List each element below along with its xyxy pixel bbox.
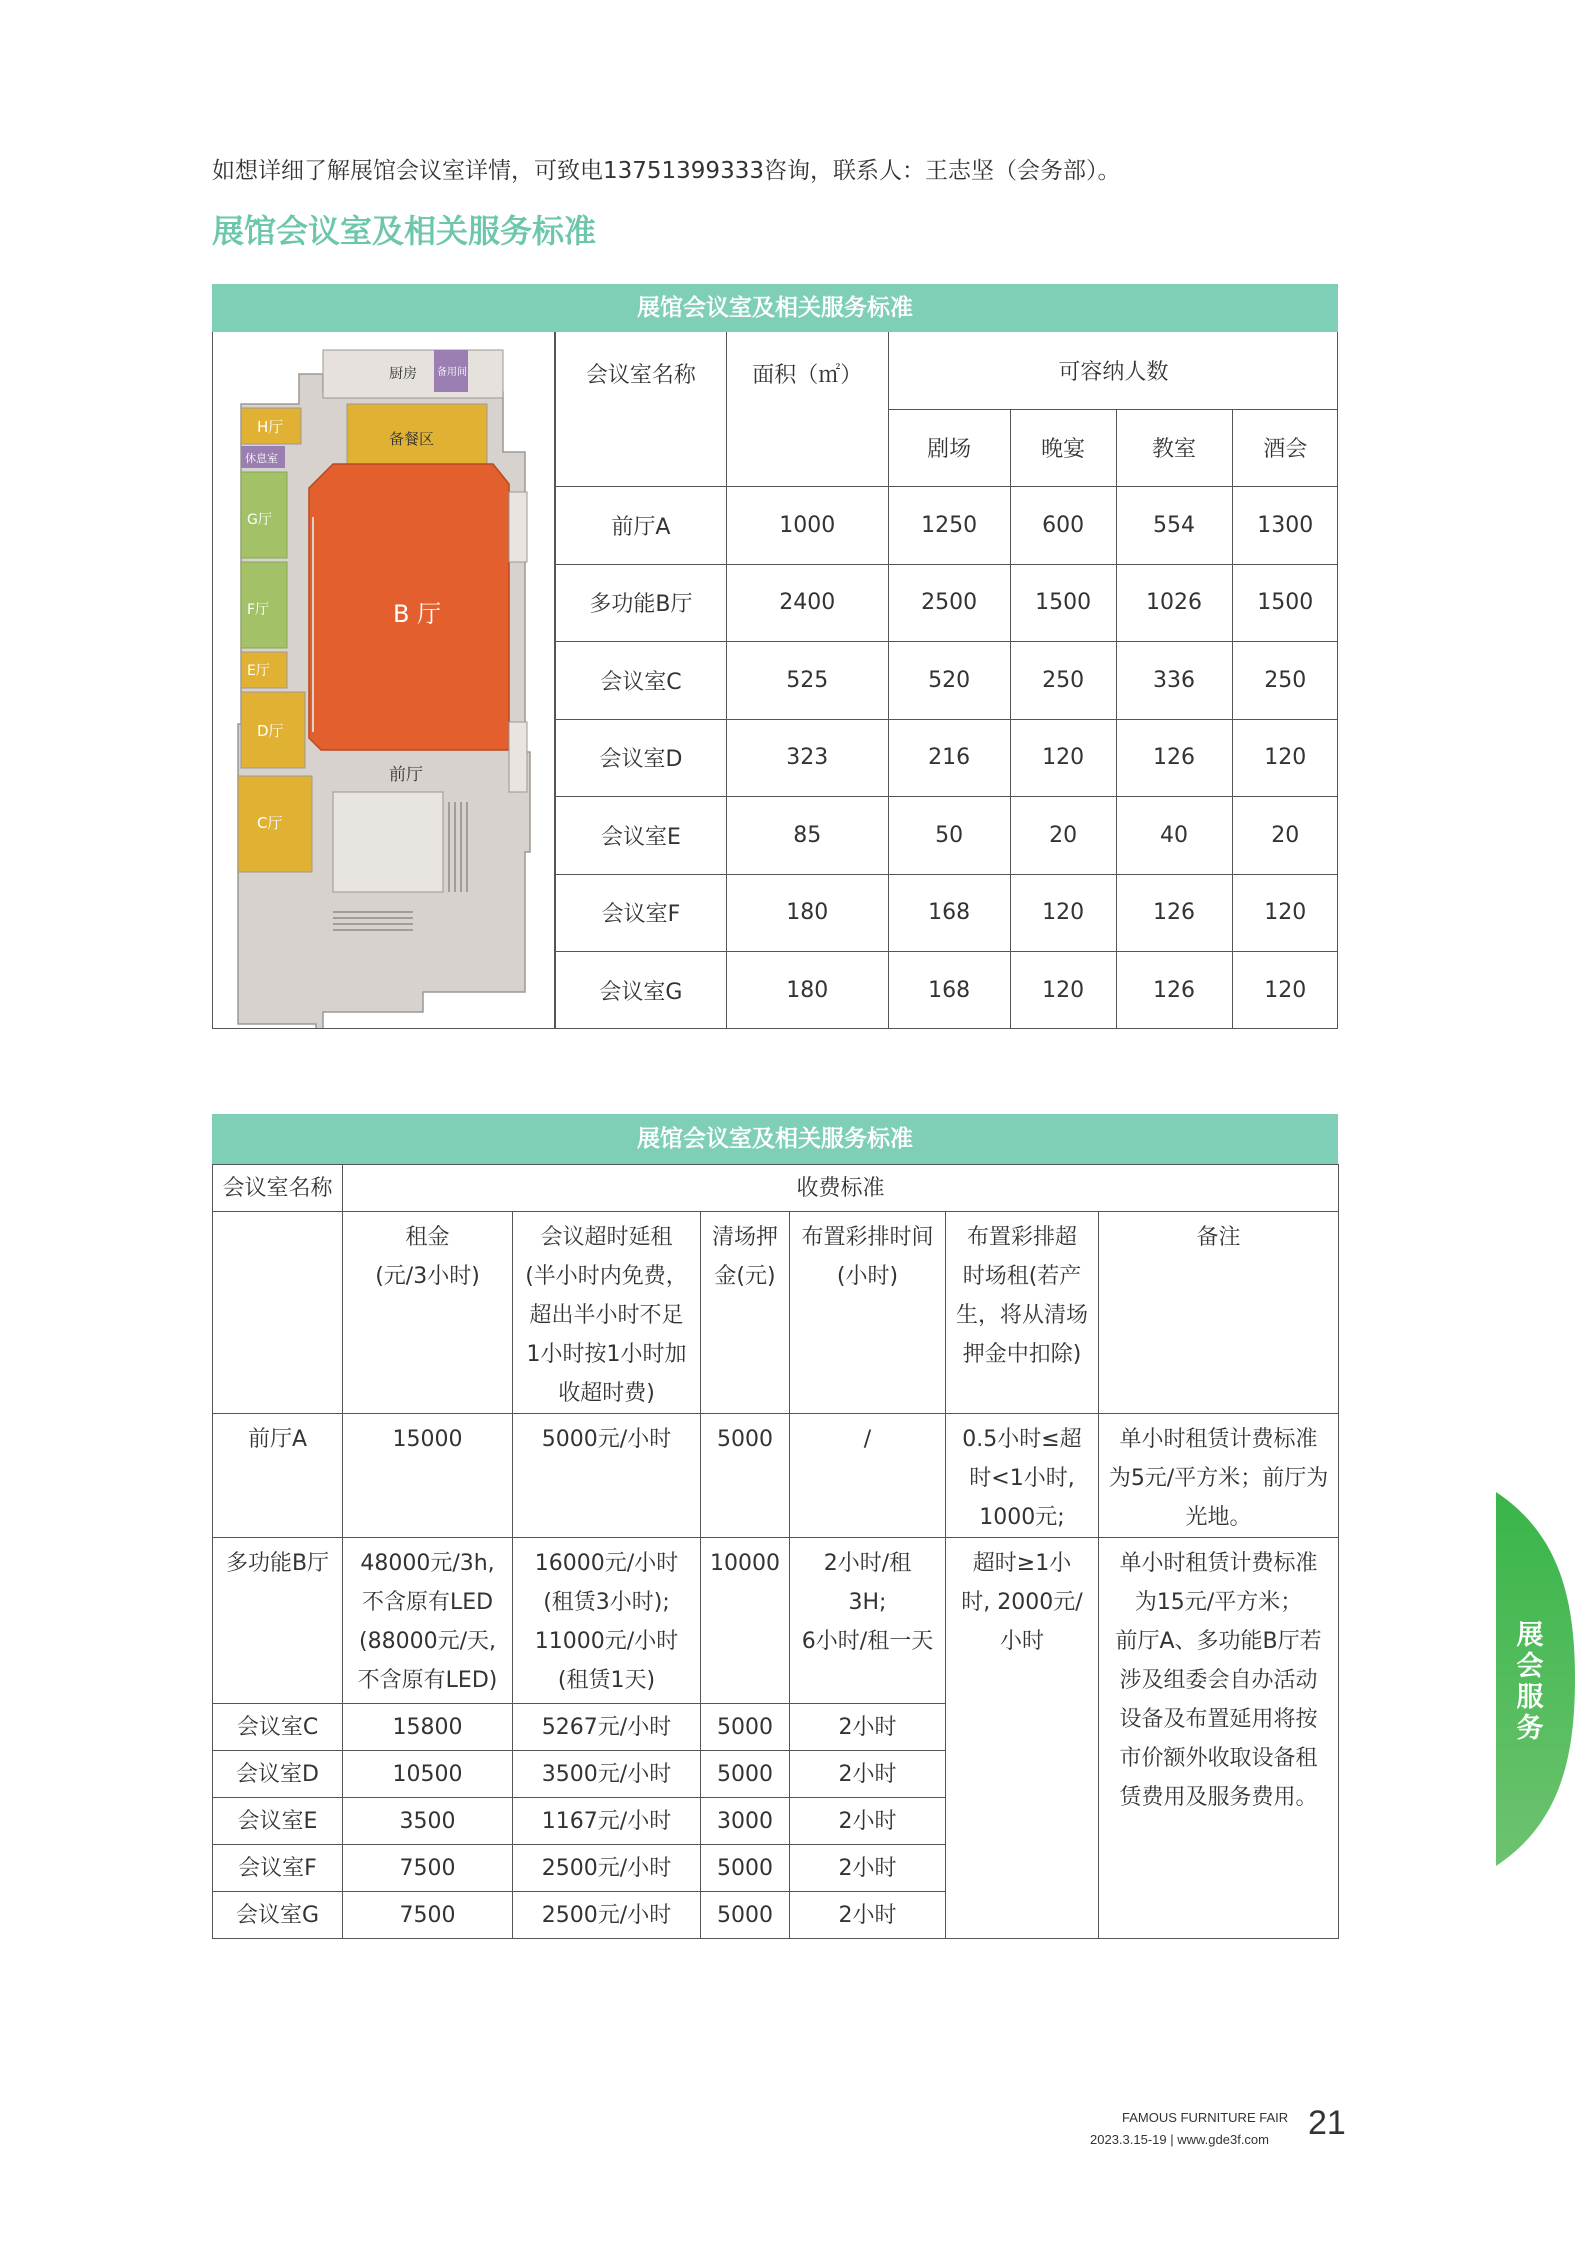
fp-g-hall-label: G厅	[247, 512, 272, 528]
cell-room: 多功能B厅	[556, 564, 727, 642]
cell-banquet: 120	[1010, 874, 1116, 952]
cell-area: 2400	[726, 564, 888, 642]
cell-room: 会议室E	[213, 1798, 343, 1845]
intro-text: 如想详细了解展馆会议室详情，可致电13751399333咨询，联系人：王志坚（会务部）。	[212, 158, 1121, 184]
cell-line: 不含原有LED	[361, 1590, 494, 1615]
table-row	[556, 487, 1339, 565]
th-overtime-line: (半小时内免费，	[525, 1264, 688, 1289]
cell-banquet: 250	[1010, 642, 1116, 720]
cell-banquet: 1500	[1010, 564, 1116, 642]
th-setup	[790, 1212, 946, 1414]
cell-rent: 10500	[343, 1751, 513, 1798]
cell-deposit: 3000	[701, 1798, 790, 1845]
cell-banquet: 600	[1010, 487, 1116, 565]
cell-banquet: 120	[1010, 952, 1116, 1030]
cell-theater: 168	[888, 952, 1010, 1030]
cell-setup	[790, 1538, 946, 1704]
th-rent-line: 租金	[405, 1225, 450, 1250]
cell-line: 涉及组委会自办活动	[1119, 1668, 1318, 1693]
side-tab-char: 务	[1516, 1713, 1544, 1744]
cell-classroom: 336	[1116, 642, 1232, 720]
cell-room: 会议室F	[213, 1845, 343, 1892]
table-row	[556, 564, 1339, 642]
th-setup-line: (小时)	[836, 1264, 899, 1289]
fp-b-hall-label: B 厅	[393, 600, 442, 628]
footer-info: 2023.3.15-19 | www.gde3f.com	[1090, 2132, 1269, 2147]
fp-d-hall-label: D厅	[257, 722, 284, 740]
cell-room: 会议室G	[556, 952, 727, 1030]
th-overtime-line: 超出半小时不足	[529, 1303, 684, 1328]
cell-line: (88000元/天,	[359, 1629, 496, 1654]
cell-classroom: 126	[1116, 952, 1232, 1030]
cell-deposit: 5000	[701, 1414, 790, 1538]
cell-line: 时<1小时,	[969, 1466, 1075, 1491]
side-tab-char: 服	[1516, 1682, 1544, 1713]
th-room-name: 会议室名称	[556, 332, 727, 487]
cell-room: 会议室D	[556, 719, 727, 797]
cell-overtime: 5267元/小时	[513, 1704, 701, 1751]
cell-room: 前厅A	[556, 487, 727, 565]
cell-line: 11000元/小时	[534, 1629, 679, 1654]
th-fee-standard: 收费标准	[343, 1165, 1339, 1212]
cell-room: 会议室F	[556, 874, 727, 952]
pricing-table	[212, 1114, 1338, 1939]
th-remark: 备注	[1099, 1212, 1339, 1414]
th-setup-over	[946, 1212, 1099, 1414]
cell-area: 525	[726, 642, 888, 720]
cell-setup: 2小时	[790, 1845, 946, 1892]
section-title: 展馆会议室及相关服务标准	[212, 212, 597, 250]
fp-storage-label: 备用间	[437, 367, 467, 378]
th-rent	[343, 1212, 513, 1414]
cell-line: 单小时租赁计费标准	[1119, 1551, 1318, 1576]
cell-line: 光地。	[1185, 1505, 1252, 1530]
cell-theater: 520	[888, 642, 1010, 720]
th-deposit-line: 清场押	[711, 1225, 778, 1250]
cell-line: 48000元/3h,	[360, 1551, 495, 1576]
fp-prep-label: 备餐区	[389, 430, 435, 448]
cell-room: 多功能B厅	[213, 1538, 343, 1704]
cell-overtime: 2500元/小时	[513, 1845, 701, 1892]
capacity-table	[212, 284, 1338, 1029]
cell-line: 0.5小时≤超	[962, 1427, 1082, 1452]
th-classroom: 教室	[1116, 409, 1232, 487]
cell-setup: 2小时	[790, 1704, 946, 1751]
cell-deposit: 10000	[701, 1538, 790, 1704]
cell-deposit: 5000	[701, 1892, 790, 1939]
cell-cocktail: 1500	[1232, 564, 1338, 642]
side-tab-text	[1510, 1620, 1550, 1744]
cell-deposit: 5000	[701, 1845, 790, 1892]
cell-line: 单小时租赁计费标准	[1119, 1427, 1318, 1452]
th-setup-over-line: 生，将从清场	[955, 1303, 1088, 1328]
table-row	[556, 642, 1339, 720]
cell-overtime	[513, 1538, 701, 1704]
cell-setup: 2小时	[790, 1892, 946, 1939]
th-empty	[213, 1212, 343, 1414]
cell-line: (租赁3小时);	[543, 1590, 670, 1615]
fp-kitchen-label: 厨房	[389, 366, 417, 382]
cell-room: 会议室G	[213, 1892, 343, 1939]
pricing-grid	[212, 1164, 1339, 1939]
cell-deposit: 5000	[701, 1751, 790, 1798]
cell-line: 时, 2000元/	[961, 1590, 1083, 1615]
cell-line: 16000元/小时	[534, 1551, 679, 1576]
th-area: 面积（㎡）	[726, 332, 888, 487]
cell-line: 前厅A、多功能B厅若	[1115, 1629, 1322, 1654]
side-tab-char: 会	[1516, 1651, 1544, 1682]
th-overtime-line: 收超时费)	[558, 1381, 655, 1406]
capacity-grid	[555, 332, 1338, 1029]
cell-room: 会议室C	[213, 1704, 343, 1751]
th-setup-over-line: 押金中扣除)	[962, 1342, 1082, 1367]
cell-remark-2	[1099, 1538, 1339, 1939]
cell-line: (租赁1天)	[557, 1668, 656, 1693]
cell-rent	[343, 1538, 513, 1704]
cell-classroom: 554	[1116, 487, 1232, 565]
capacity-table-title: 展馆会议室及相关服务标准	[212, 284, 1338, 332]
cell-area: 180	[726, 874, 888, 952]
th-capacity: 可容纳人数	[888, 332, 1338, 409]
cell-cocktail: 120	[1232, 952, 1338, 1030]
th-overtime	[513, 1212, 701, 1414]
cell-overtime: 1167元/小时	[513, 1798, 701, 1845]
cell-setup: 2小时	[790, 1751, 946, 1798]
th-setup-line: 布置彩排时间	[801, 1225, 934, 1250]
cell-classroom: 126	[1116, 719, 1232, 797]
cell-room: 会议室E	[556, 797, 727, 875]
cell-classroom: 40	[1116, 797, 1232, 875]
cell-theater: 216	[888, 719, 1010, 797]
cell-overtime: 2500元/小时	[513, 1892, 701, 1939]
cell-line: 超时≥1小	[972, 1551, 1072, 1576]
table-row	[213, 1538, 1339, 1704]
th-banquet: 晚宴	[1010, 409, 1116, 487]
cell-line: 3H;	[848, 1590, 887, 1615]
cell-theater: 168	[888, 874, 1010, 952]
th-deposit-line: 金(元)	[714, 1264, 776, 1289]
cell-line: 设备及布置延用将按	[1119, 1707, 1318, 1732]
cell-classroom: 126	[1116, 874, 1232, 952]
cell-setup-over-2	[946, 1538, 1099, 1939]
cell-theater: 50	[888, 797, 1010, 875]
cell-banquet: 120	[1010, 719, 1116, 797]
cell-cocktail: 120	[1232, 719, 1338, 797]
cell-cocktail: 1300	[1232, 487, 1338, 565]
cell-theater: 2500	[888, 564, 1010, 642]
cell-banquet: 20	[1010, 797, 1116, 875]
floor-plan-drawing	[213, 332, 555, 1028]
cell-overtime: 5000元/小时	[513, 1414, 701, 1538]
cell-rent: 15800	[343, 1704, 513, 1751]
cell-rent: 7500	[343, 1892, 513, 1939]
cell-cocktail: 20	[1232, 797, 1338, 875]
table-row	[556, 952, 1339, 1030]
th-overtime-line: 1小时按1小时加	[526, 1342, 687, 1367]
fp-h-hall-label: H厅	[257, 418, 284, 436]
cell-setup: /	[790, 1414, 946, 1538]
th-cocktail: 酒会	[1232, 409, 1338, 487]
cell-room: 前厅A	[213, 1414, 343, 1538]
fp-c-hall-label: C厅	[257, 814, 283, 832]
fp-lobby-label: 前厅	[389, 765, 423, 785]
cell-rent: 3500	[343, 1798, 513, 1845]
cell-area: 1000	[726, 487, 888, 565]
cell-line: 不含原有LED)	[357, 1668, 498, 1693]
table-row	[556, 719, 1339, 797]
cell-cocktail: 120	[1232, 874, 1338, 952]
th-rent-line: (元/3小时)	[375, 1264, 480, 1289]
cell-line: 2小时/租	[823, 1551, 912, 1576]
floor-plan	[213, 332, 555, 1028]
cell-area: 85	[726, 797, 888, 875]
cell-classroom: 1026	[1116, 564, 1232, 642]
cell-line: 为5元/平方米；前厅为	[1108, 1466, 1329, 1491]
cell-setup-over-1	[946, 1414, 1099, 1538]
cell-line: 6小时/租一天	[801, 1629, 934, 1654]
cell-area: 323	[726, 719, 888, 797]
cell-overtime: 3500元/小时	[513, 1751, 701, 1798]
footer-brand: FAMOUS FURNITURE FAIR	[1122, 2110, 1289, 2125]
pricing-table-title: 展馆会议室及相关服务标准	[212, 1114, 1338, 1164]
fp-f-hall-label: F厅	[247, 602, 270, 618]
table-row	[213, 1414, 1339, 1538]
cell-theater: 1250	[888, 487, 1010, 565]
cell-rent: 7500	[343, 1845, 513, 1892]
fp-e-hall-label: E厅	[247, 663, 270, 679]
cell-rent: 15000	[343, 1414, 513, 1538]
cell-setup: 2小时	[790, 1798, 946, 1845]
th-overtime-line: 会议超时延租	[540, 1225, 673, 1250]
cell-line: 小时	[999, 1629, 1044, 1654]
cell-line: 为15元/平方米；	[1134, 1590, 1303, 1615]
side-tab-char: 展	[1516, 1620, 1544, 1651]
cell-room: 会议室C	[556, 642, 727, 720]
th-theater: 剧场	[888, 409, 1010, 487]
cell-cocktail: 250	[1232, 642, 1338, 720]
cell-area: 180	[726, 952, 888, 1030]
cell-remark-1	[1099, 1414, 1339, 1538]
table-row	[556, 797, 1339, 875]
cell-room: 会议室D	[213, 1751, 343, 1798]
th-setup-over-line: 布置彩排超	[966, 1225, 1077, 1250]
cell-line: 赁费用及服务费用。	[1119, 1785, 1318, 1810]
fp-lounge-label: 休息室	[245, 452, 278, 465]
th-room-name: 会议室名称	[213, 1165, 343, 1212]
cell-line: 市价额外收取设备租	[1119, 1746, 1318, 1771]
th-setup-over-line: 时场租(若产	[962, 1264, 1082, 1289]
cell-line: 1000元;	[979, 1505, 1065, 1530]
cell-deposit: 5000	[701, 1704, 790, 1751]
table-row	[556, 874, 1339, 952]
page-number: 21	[1308, 2104, 1346, 2142]
th-deposit	[701, 1212, 790, 1414]
